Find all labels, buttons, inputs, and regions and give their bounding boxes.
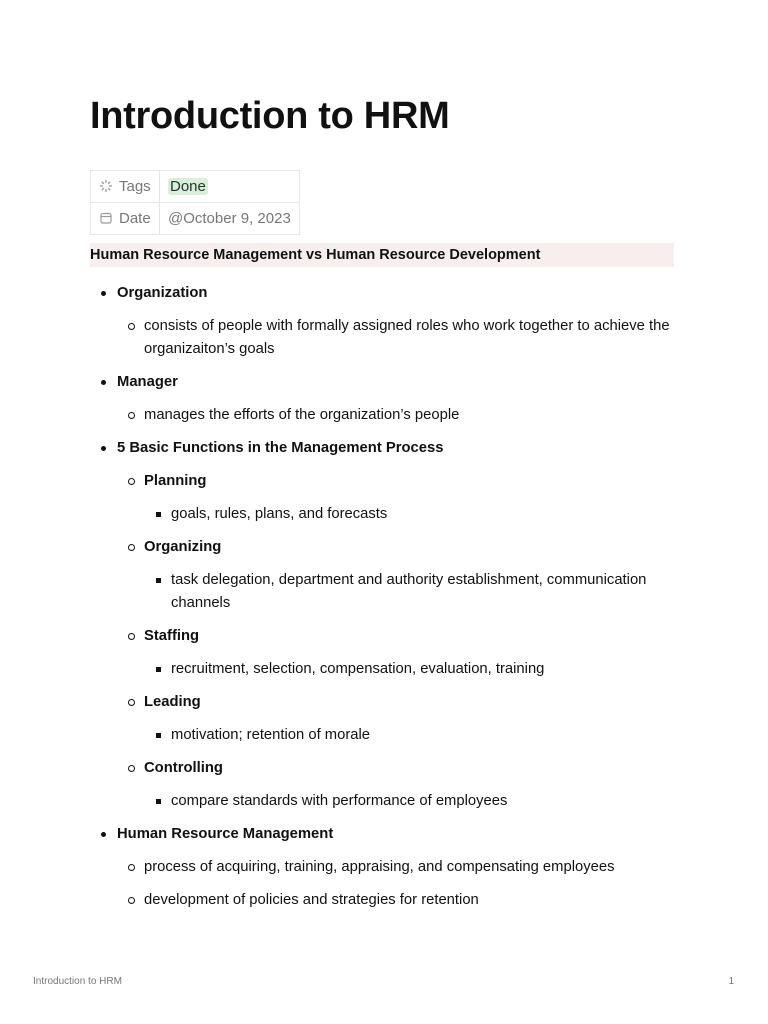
sub-list (117, 470, 680, 813)
property-row-date (91, 203, 300, 235)
section-heading: Human Resource Management vs Human Resource Development (90, 243, 674, 267)
list-item-organization (90, 282, 680, 361)
list-item-staffing (117, 625, 680, 681)
list-item-label: Human Resource Management (117, 826, 334, 842)
property-key (91, 171, 160, 203)
sub-list (117, 404, 680, 427)
notes-content (90, 274, 680, 922)
list-item: manages the efforts of the organization’s people (117, 404, 680, 427)
property-key (91, 203, 160, 235)
list-item: development of policies and strategies for retention (117, 889, 680, 912)
page-number: 1 (728, 976, 734, 987)
list-item: recruitment, selection, compensation, evaluation, training (144, 658, 680, 681)
property-value-cell[interactable] (160, 171, 300, 203)
page-title: Introduction to HRM (90, 95, 450, 137)
status-loader-icon (99, 179, 113, 193)
list-item-label: Controlling (144, 760, 223, 776)
sub-list (117, 315, 680, 361)
calendar-icon (99, 211, 113, 225)
sub-sub-list (144, 658, 680, 681)
property-key-label: Date (119, 210, 151, 227)
list-item-controlling (117, 757, 680, 813)
list-item: motivation; retention of morale (144, 724, 680, 747)
list-item-organizing (117, 536, 680, 615)
sub-sub-list (144, 724, 680, 747)
list-item: process of acquiring, training, appraising, and compensating employees (117, 856, 680, 879)
list-item-hrm (90, 823, 680, 912)
list-item: compare standards with performance of employees (144, 790, 680, 813)
sub-sub-list (144, 790, 680, 813)
list-item-label: Staffing (144, 628, 200, 644)
sub-sub-list (144, 569, 680, 615)
bullet-list (90, 282, 680, 912)
list-item-label: Planning (144, 473, 207, 489)
sub-sub-list (144, 503, 680, 526)
list-item-functions (90, 437, 680, 813)
list-item-label: Organization (117, 285, 208, 301)
property-key-label: Tags (119, 178, 151, 195)
properties-table (90, 170, 300, 235)
date-value[interactable]: @October 9, 2023 (168, 210, 291, 227)
property-row-tags (91, 171, 300, 203)
status-tag[interactable]: Done (170, 178, 206, 195)
footer-title: Introduction to HRM (33, 976, 122, 987)
list-item-label: Organizing (144, 539, 222, 555)
list-item-manager (90, 371, 680, 427)
list-item: task delegation, department and authority establishment, communication channels (144, 569, 680, 615)
list-item-label: Leading (144, 694, 201, 710)
sub-list (117, 856, 680, 912)
list-item-planning (117, 470, 680, 526)
list-item-leading (117, 691, 680, 747)
list-item: consists of people with formally assigned roles who work together to achieve the organizaiton’s goals (117, 315, 680, 361)
list-item-label: 5 Basic Functions in the Management Process (117, 440, 444, 456)
list-item: goals, rules, plans, and forecasts (144, 503, 680, 526)
list-item-label: Manager (117, 374, 178, 390)
property-value-cell[interactable] (160, 203, 300, 235)
